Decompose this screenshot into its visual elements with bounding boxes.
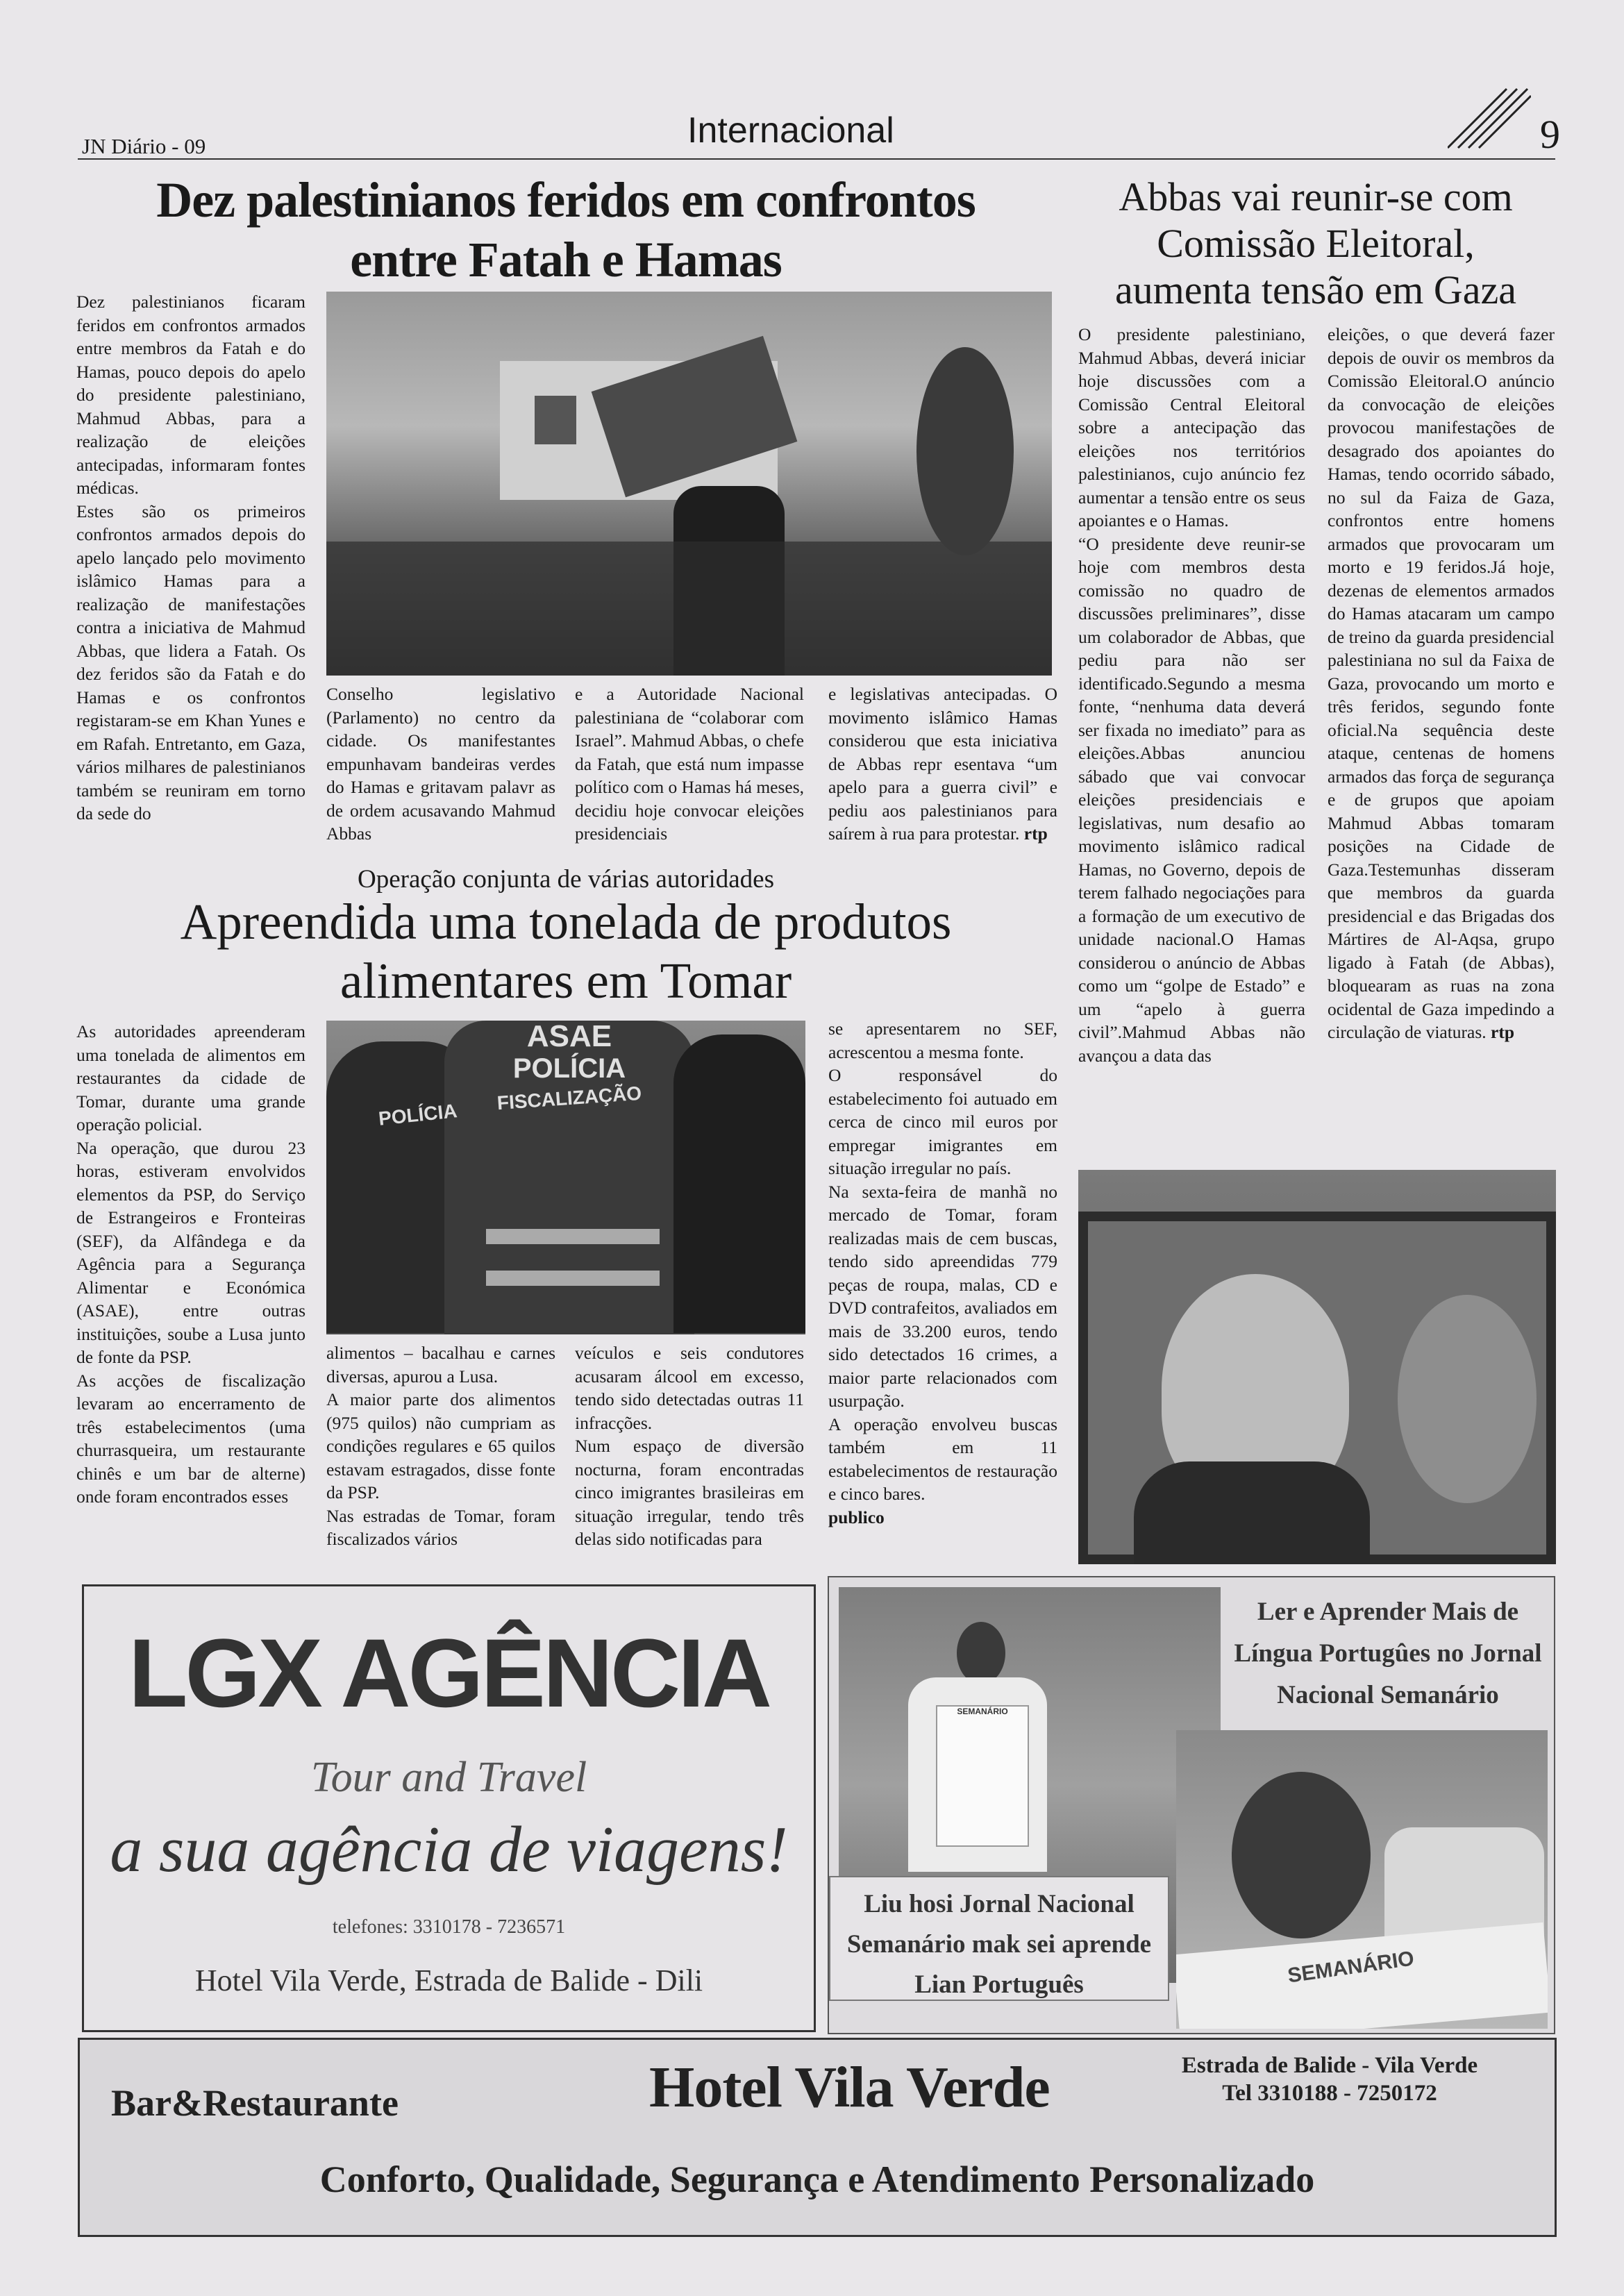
article2-col3: veículos e seis condutores acusaram álcool em excesso, tendo sido detectadas outras 11 infracções. Num espaço de diversão nocturna, foram encontradas cinco imigrantes brasileiras em situação irregular, tendo três delas sido notificadas para (575, 1343, 804, 1549)
article1-col1: Dez palestinianos ficaram feridos em confrontos armados entre membros da Fatah e do Hamas, pouco depois do apelo do presidente palestiniano, Mahmud Abbas, para a realização de eleições antecipadas, informaram fontes médicas. Estes são os primeiros confrontos armados depois do apelo lançado pelo movimento islâmico Hamas para a realização de manifestações contra a iniciativa de Mahmud Abbas, que lidera a Fatah. Os dez feridos são da Fatah e do Hamas e os confrontos registaram-se em Khan Yunes e em Rafah. Entretanto, em Gaza, vários milhares de palestinianos também se reuniram em torno da sede do (76, 292, 305, 823)
ad-lgx-title: LGX AGÊNCIA (128, 1618, 770, 1727)
article2-headline: Apreendida uma tonelada de produtos alimentares em Tomar (180, 894, 952, 1009)
article2-col1: As autoridades apreenderam uma tonelada de alimentos em restaurantes da cidade de Tomar, durante uma grande operação policial. Na operação, que durou 23 horas, estiveram envolvidos elementos da PSP, do Serviço de Estrangeiros e Fronteiras (SEF), da Alfândega e da Agência para a Segurança Alimentar e Económica (ASAE), entre outras instituições, soube a Lusa junto de fonte da PSP. As acções de fiscalização levaram ao encerramento de três estabelecimentos (uma churrasqueira, um restaurante chinês e um bar de alterne) onde foram encontrados esses (76, 1021, 305, 1507)
asae-sign: ASAE POLÍCIA FISCALIZAÇÃO (496, 1021, 643, 1114)
header-stripes-icon (1448, 82, 1531, 151)
article1-col3: e a Autoridade Nacional palestiniana de “colaborar com Israel”. Mahmud Abbas, o chefe da Fatah, que está num impasse político com o Hamas há meses, decidiu hoje convocar eleições presidenciais (575, 684, 805, 844)
ad-semanario-headline: Ler e Aprender Mais de Língua Portugûes no Jornal Nacional Semanário (1234, 1598, 1542, 1709)
ad-hotel-name: Hotel Vila Verde (649, 2055, 1050, 2120)
ad-hotel-contact: Estrada de Balide - Vila Verde Tel 3310188 - 7250172 (1181, 2053, 1478, 2106)
article2-col4: se apresentarem no SEF, acrescentou a mesma fonte. O responsável do estabelecimento foi autuado em cerca de cinco mil euros por empregar imigrantes em situação irregular no país. Na sexta-feira de manhã no mercado de Tomar, foram realizadas mais de cem buscas, tendo sido apreendidas 779 peças de roupa, malas, CD e DVD contrafeitos, avaliados em mais de 33.200 euros, tendo sido detectados 16 crimes, a maior parte relacionados com usurpação. A operação envolveu buscas também em 11 estabelecimentos de restauração e cinco bares. publico (828, 1017, 1057, 1529)
ad-hotel-tagline: Conforto, Qualidade, Segurança e Atendimento Personalizado (319, 2159, 1315, 2200)
section-title: Internacional (687, 110, 894, 151)
ad-lgx-subtitle: Tour and Travel (310, 1754, 587, 1801)
article3-photo (1078, 1170, 1556, 1564)
article1-col2: Conselho legislativo (Parlamento) no centro da cidade. Os manifestantes empunhavam bandeiras verdes do Hamas e gritavam palavr as de ordem acusavando Mahmud Abbas (326, 684, 555, 844)
newspaper-label: SEMANÁRIO (1286, 1947, 1416, 1988)
police-vest-label: POLÍCIA (377, 1100, 458, 1130)
ad-lgx-slogan: a sua agência de viagens! (110, 1813, 788, 1886)
ad-hotel-vila-verde (78, 2038, 1557, 2237)
held-paper-label: SEMANÁRIO (957, 1707, 1008, 1716)
article3-headline: Abbas vai reunir-se com Comissão Eleitoral, aumenta tensão em Gaza (1114, 174, 1517, 312)
ad-semanario-photo-boy (1176, 1730, 1548, 2029)
article1-photo (326, 292, 1052, 676)
ad-lgx-agencia (82, 1584, 816, 2032)
running-header-left: JN Diário - 09 (82, 134, 206, 158)
page-number: 9 (1540, 112, 1560, 157)
ad-semanario-tetum: Liu hosi Jornal Nacional Semanário mak sei aprende Lian Português (829, 1876, 1169, 2001)
article2-kicker: Operação conjunta de várias autoridades (358, 865, 774, 894)
article2-source: publico (828, 1507, 885, 1527)
ad-lgx-address: Hotel Vila Verde, Estrada de Balide - Dili (194, 1963, 703, 1997)
article3-col1: O presidente palestiniano, Mahmud Abbas, deverá iniciar hoje discussões com a Comissão Central Eleitoral sobre a antecipação das eleições nos territórios palestinianos, cujo anúncio fez aumentar a tensão entre os seus apoiantes e o Hamas. “O presidente deve reunir-se hoje com membros desta comissão no quadro de discussões preliminares”, disse um colaborador de Abbas, que pediu para não ser identificado.Segundo a mesma fonte, “nenhuma data deverá ser fixada no imediato” para as eleições.Abbas anunciou sábado que vai convocar eleições presidenciais e legislativas, num desafio ao movimento islâmico radical Hamas, no Governo, depois de terem falhado negociações para a formação de um executivo de unidade nacional.O Hamas considerou o anúncio de Abbas como um “golpe de Estado” e um “apelo à guerra civil”.Mahmud Abbas não avançou a data das (1078, 324, 1305, 1066)
article1-source: rtp (1023, 823, 1048, 844)
article2-col2: alimentos – bacalhau e carnes diversas, apurou a Lusa. A maior parte dos alimentos (975 quilos) não cumpriam as condições regulares e 65 quilos estavam estragados, disse fonte da PSP. Nas estradas de Tomar, foram fiscalizados vários (326, 1343, 555, 1549)
article3-col2: eleições, o que deverá fazer depois de ouvir os membros da Comissão Eleitoral.O anúncio da convocação de eleições provocou manifestações de desagrado dos apoiantes do Hamas, tendo ocorrido sábado, no sul da Faiza de Gaza, confrontos entre homens armados que provocaram um morto e 19 feridos.Já hoje, dezenas de elementos armados do Hamas atacaram um campo de treino da guarda presidencial palestiniana no sul da Faixa de Gaza, provocando um morto e três feridos, segundo fonte oficial.Na sequência deste ataque, centenas de homens armados das força de segurança e de grupos que apoiam Mahmud Abbas tomaram posições na Cidade de Gaza.Testemunhas disseram que membros da guarda presidencial e das Brigadas dos Mártires de Al-Aqsa, grupo ligado à Fatah (de Abbas), bloquearam as ruas na zona ocidental de Gaza impedindo a circulação de viaturas. rtp (1328, 324, 1555, 1042)
header-rule (78, 158, 1555, 160)
article2-photo (326, 1021, 805, 1334)
article1-col4: e legislativas antecipadas. O movimento islâmico Hamas considerou que esta iniciativa de Abbas repr esentava “um apelo para a guerra civil” e pediu aos palestinianos para saírem à rua para protestar. rtp (828, 684, 1057, 844)
article3-source: rtp (1491, 1022, 1515, 1042)
article1-headline: Dez palestinianos feridos em confrontos entre Fatah e Hamas (156, 172, 976, 287)
ad-lgx-phone: telefones: 3310178 - 7236571 (332, 1916, 566, 1938)
ad-semanario (828, 1576, 1555, 2034)
ad-hotel-left: Bar&Restaurante (111, 2082, 399, 2124)
